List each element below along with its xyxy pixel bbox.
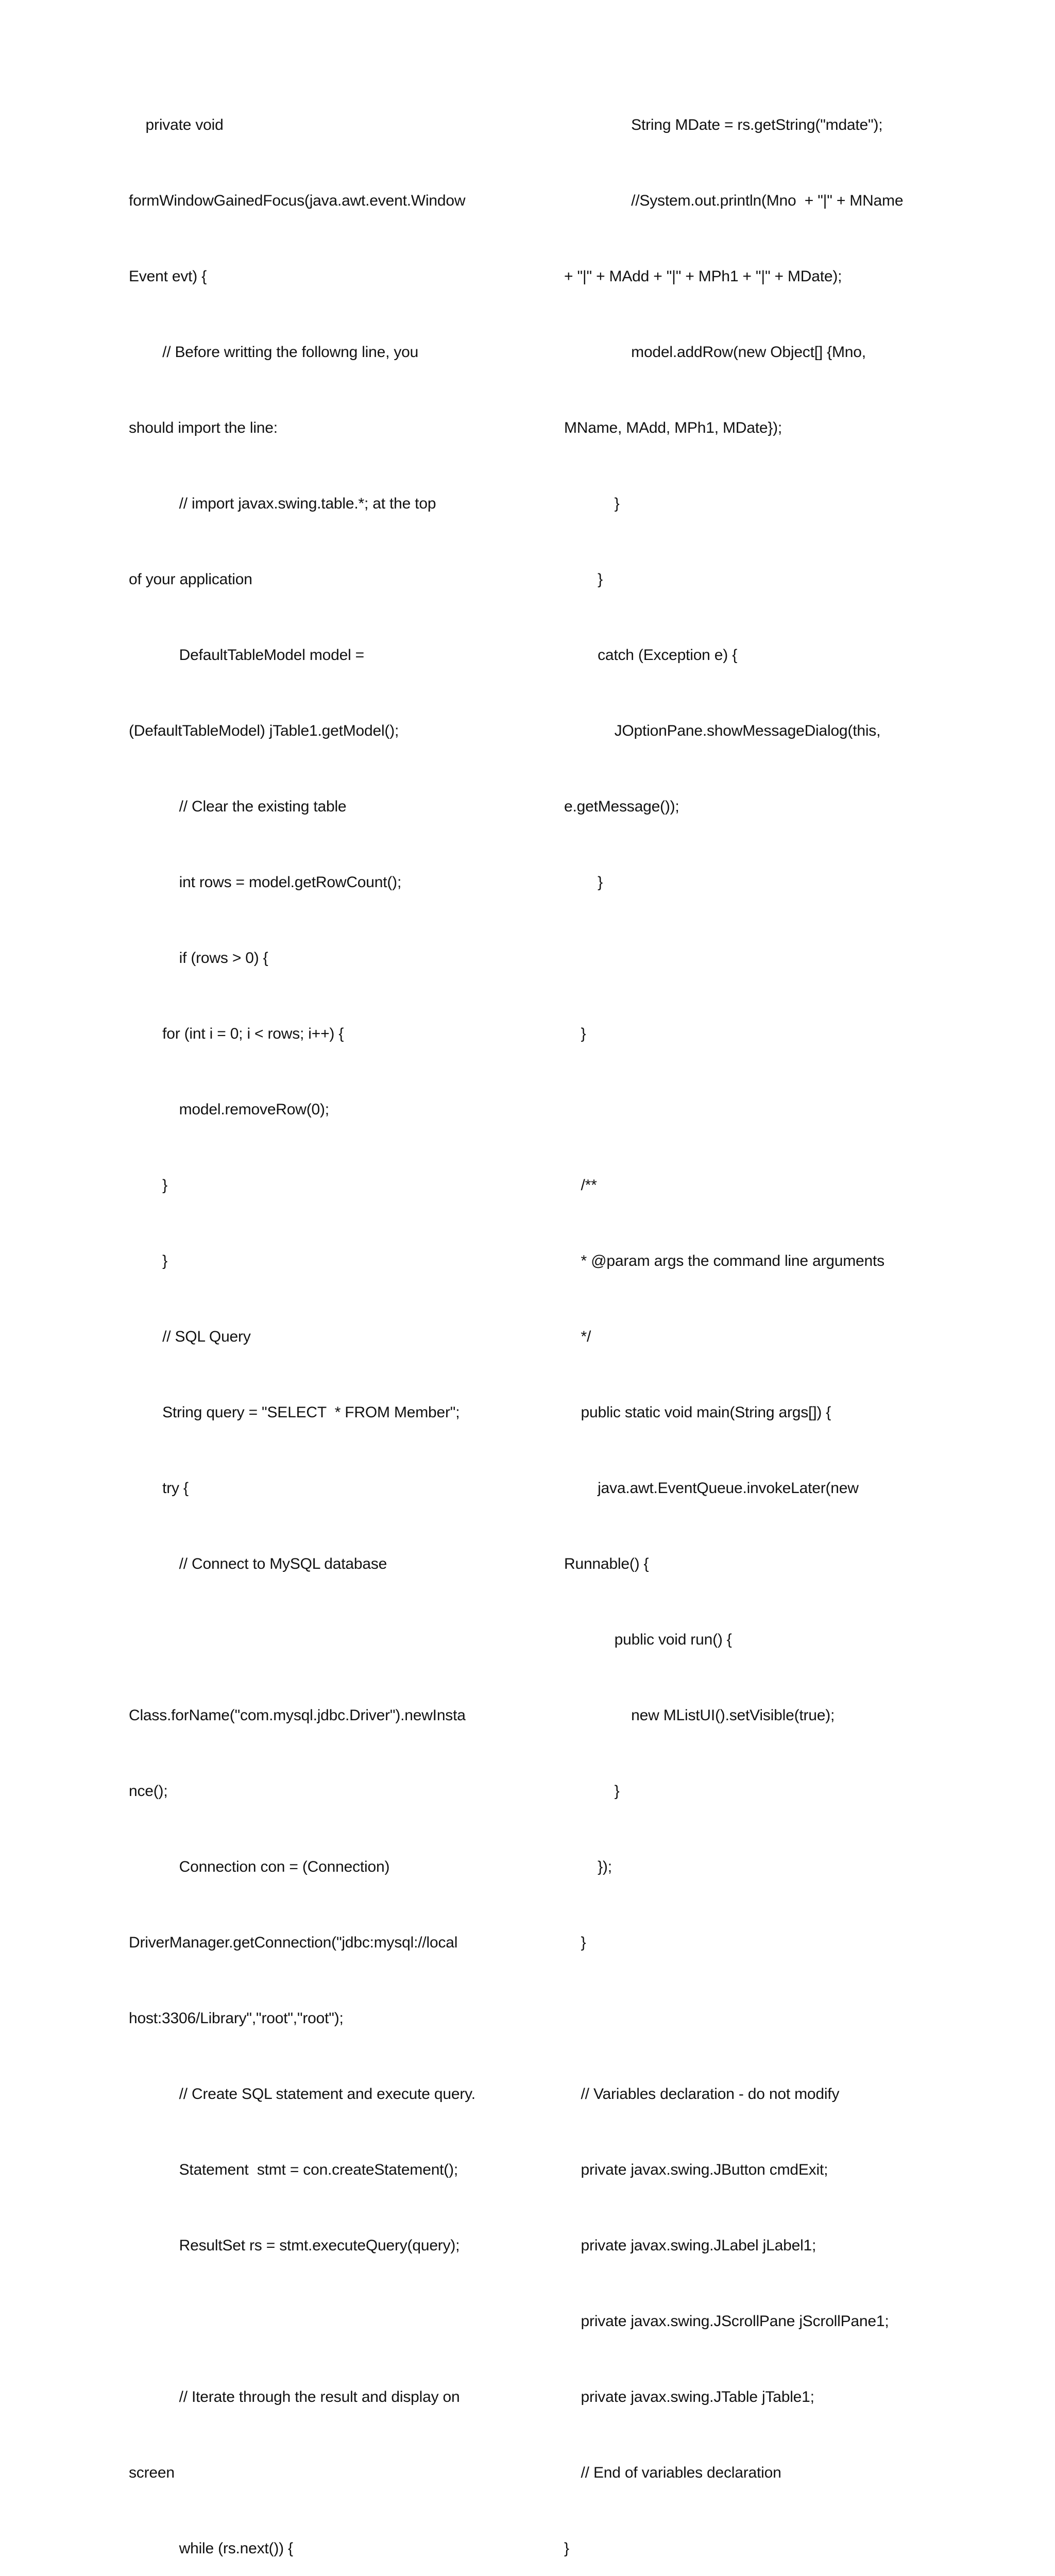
- code-line: // SQL Query: [129, 1328, 251, 1345]
- code-line: private javax.swing.JLabel jLabel1;: [564, 2237, 816, 2254]
- code-line: Class.forName("com.mysql.jdbc.Driver").newInsta: [129, 1707, 466, 1724]
- code-line: JOptionPane.showMessageDialog(this,: [564, 722, 881, 739]
- left-code-column: [129, 62, 510, 2576]
- code-line: }: [564, 1025, 586, 1042]
- code-line: try {: [129, 1480, 189, 1497]
- code-line: String query = "SELECT * FROM Member";: [129, 1404, 460, 1421]
- code-line: [564, 1097, 956, 1122]
- code-line: if (rows > 0) {: [129, 950, 268, 967]
- code-line: int rows = model.getRowCount();: [129, 874, 402, 891]
- code-line: }: [564, 2540, 569, 2557]
- right-code-column: [564, 62, 956, 2576]
- code-line: private javax.swing.JScrollPane jScrollPane1;: [564, 2313, 889, 2330]
- code-line: private javax.swing.JButton cmdExit;: [564, 2161, 828, 2178]
- code-line: public void run() {: [564, 1631, 732, 1648]
- code-line: }: [564, 1934, 586, 1951]
- code-line: DefaultTableModel model =: [129, 647, 364, 664]
- code-line: }: [564, 1783, 620, 1800]
- code-line: for (int i = 0; i < rows; i++) {: [129, 1025, 344, 1042]
- code-line: nce();: [129, 1783, 168, 1800]
- code-line: }: [564, 495, 620, 512]
- code-line: // Connect to MySQL database: [129, 1555, 387, 1572]
- code-line: [564, 2006, 956, 2031]
- code-line: // End of variables declaration: [564, 2464, 781, 2481]
- code-line: DriverManager.getConnection("jdbc:mysql://local: [129, 1934, 458, 1951]
- code-line: * @param args the command line arguments: [564, 1252, 884, 1269]
- code-line: [129, 1627, 510, 1652]
- code-line: while (rs.next()) {: [129, 2540, 293, 2557]
- code-line: //System.out.println(Mno + "|" + MName: [564, 192, 904, 209]
- code-line: public static void main(String args[]) {: [564, 1404, 831, 1421]
- code-line: model.addRow(new Object[] {Mno,: [564, 344, 866, 361]
- code-line: new MListUI().setVisible(true);: [564, 1707, 835, 1724]
- code-line: Statement stmt = con.createStatement();: [129, 2161, 458, 2178]
- code-line: // Iterate through the result and display on: [129, 2388, 460, 2405]
- code-line: private void: [129, 116, 224, 133]
- code-line: });: [564, 1858, 612, 1875]
- code-line: should import the line:: [129, 419, 278, 436]
- code-line: // Create SQL statement and execute query.: [129, 2086, 475, 2103]
- code-line: }: [129, 1252, 167, 1269]
- code-line: /**: [564, 1177, 597, 1194]
- code-line: e.getMessage());: [564, 798, 679, 815]
- code-line: Runnable() {: [564, 1555, 649, 1572]
- code-line: MName, MAdd, MPh1, MDate});: [564, 419, 782, 436]
- code-line: // Before writting the followng line, you: [129, 344, 419, 361]
- code-line: }: [564, 874, 603, 891]
- code-line: formWindowGainedFocus(java.awt.event.Window: [129, 192, 466, 209]
- code-line: [129, 2309, 510, 2334]
- code-line: Event evt) {: [129, 268, 207, 285]
- code-line: // Variables declaration - do not modify: [564, 2086, 840, 2103]
- code-line: private javax.swing.JTable jTable1;: [564, 2388, 814, 2405]
- code-line: // import javax.swing.table.*; at the top: [129, 495, 436, 512]
- code-line: String MDate = rs.getString("mdate");: [564, 116, 883, 133]
- code-line: }: [564, 571, 603, 588]
- code-line: host:3306/Library","root","root");: [129, 2010, 344, 2027]
- code-line: ResultSet rs = stmt.executeQuery(query);: [129, 2237, 460, 2254]
- code-line: of your application: [129, 571, 252, 588]
- code-line: (DefaultTableModel) jTable1.getModel();: [129, 722, 399, 739]
- code-line: Connection con = (Connection): [129, 1858, 390, 1875]
- code-line: model.removeRow(0);: [129, 1101, 329, 1118]
- code-line: java.awt.EventQueue.invokeLater(new: [564, 1480, 859, 1497]
- code-line: + "|" + MAdd + "|" + MPh1 + "|" + MDate);: [564, 268, 842, 285]
- code-line: }: [129, 1177, 167, 1194]
- code-line: // Clear the existing table: [129, 798, 347, 815]
- code-line: screen: [129, 2464, 175, 2481]
- code-line: */: [564, 1328, 591, 1345]
- code-line: catch (Exception e) {: [564, 647, 738, 664]
- code-line: [564, 945, 956, 971]
